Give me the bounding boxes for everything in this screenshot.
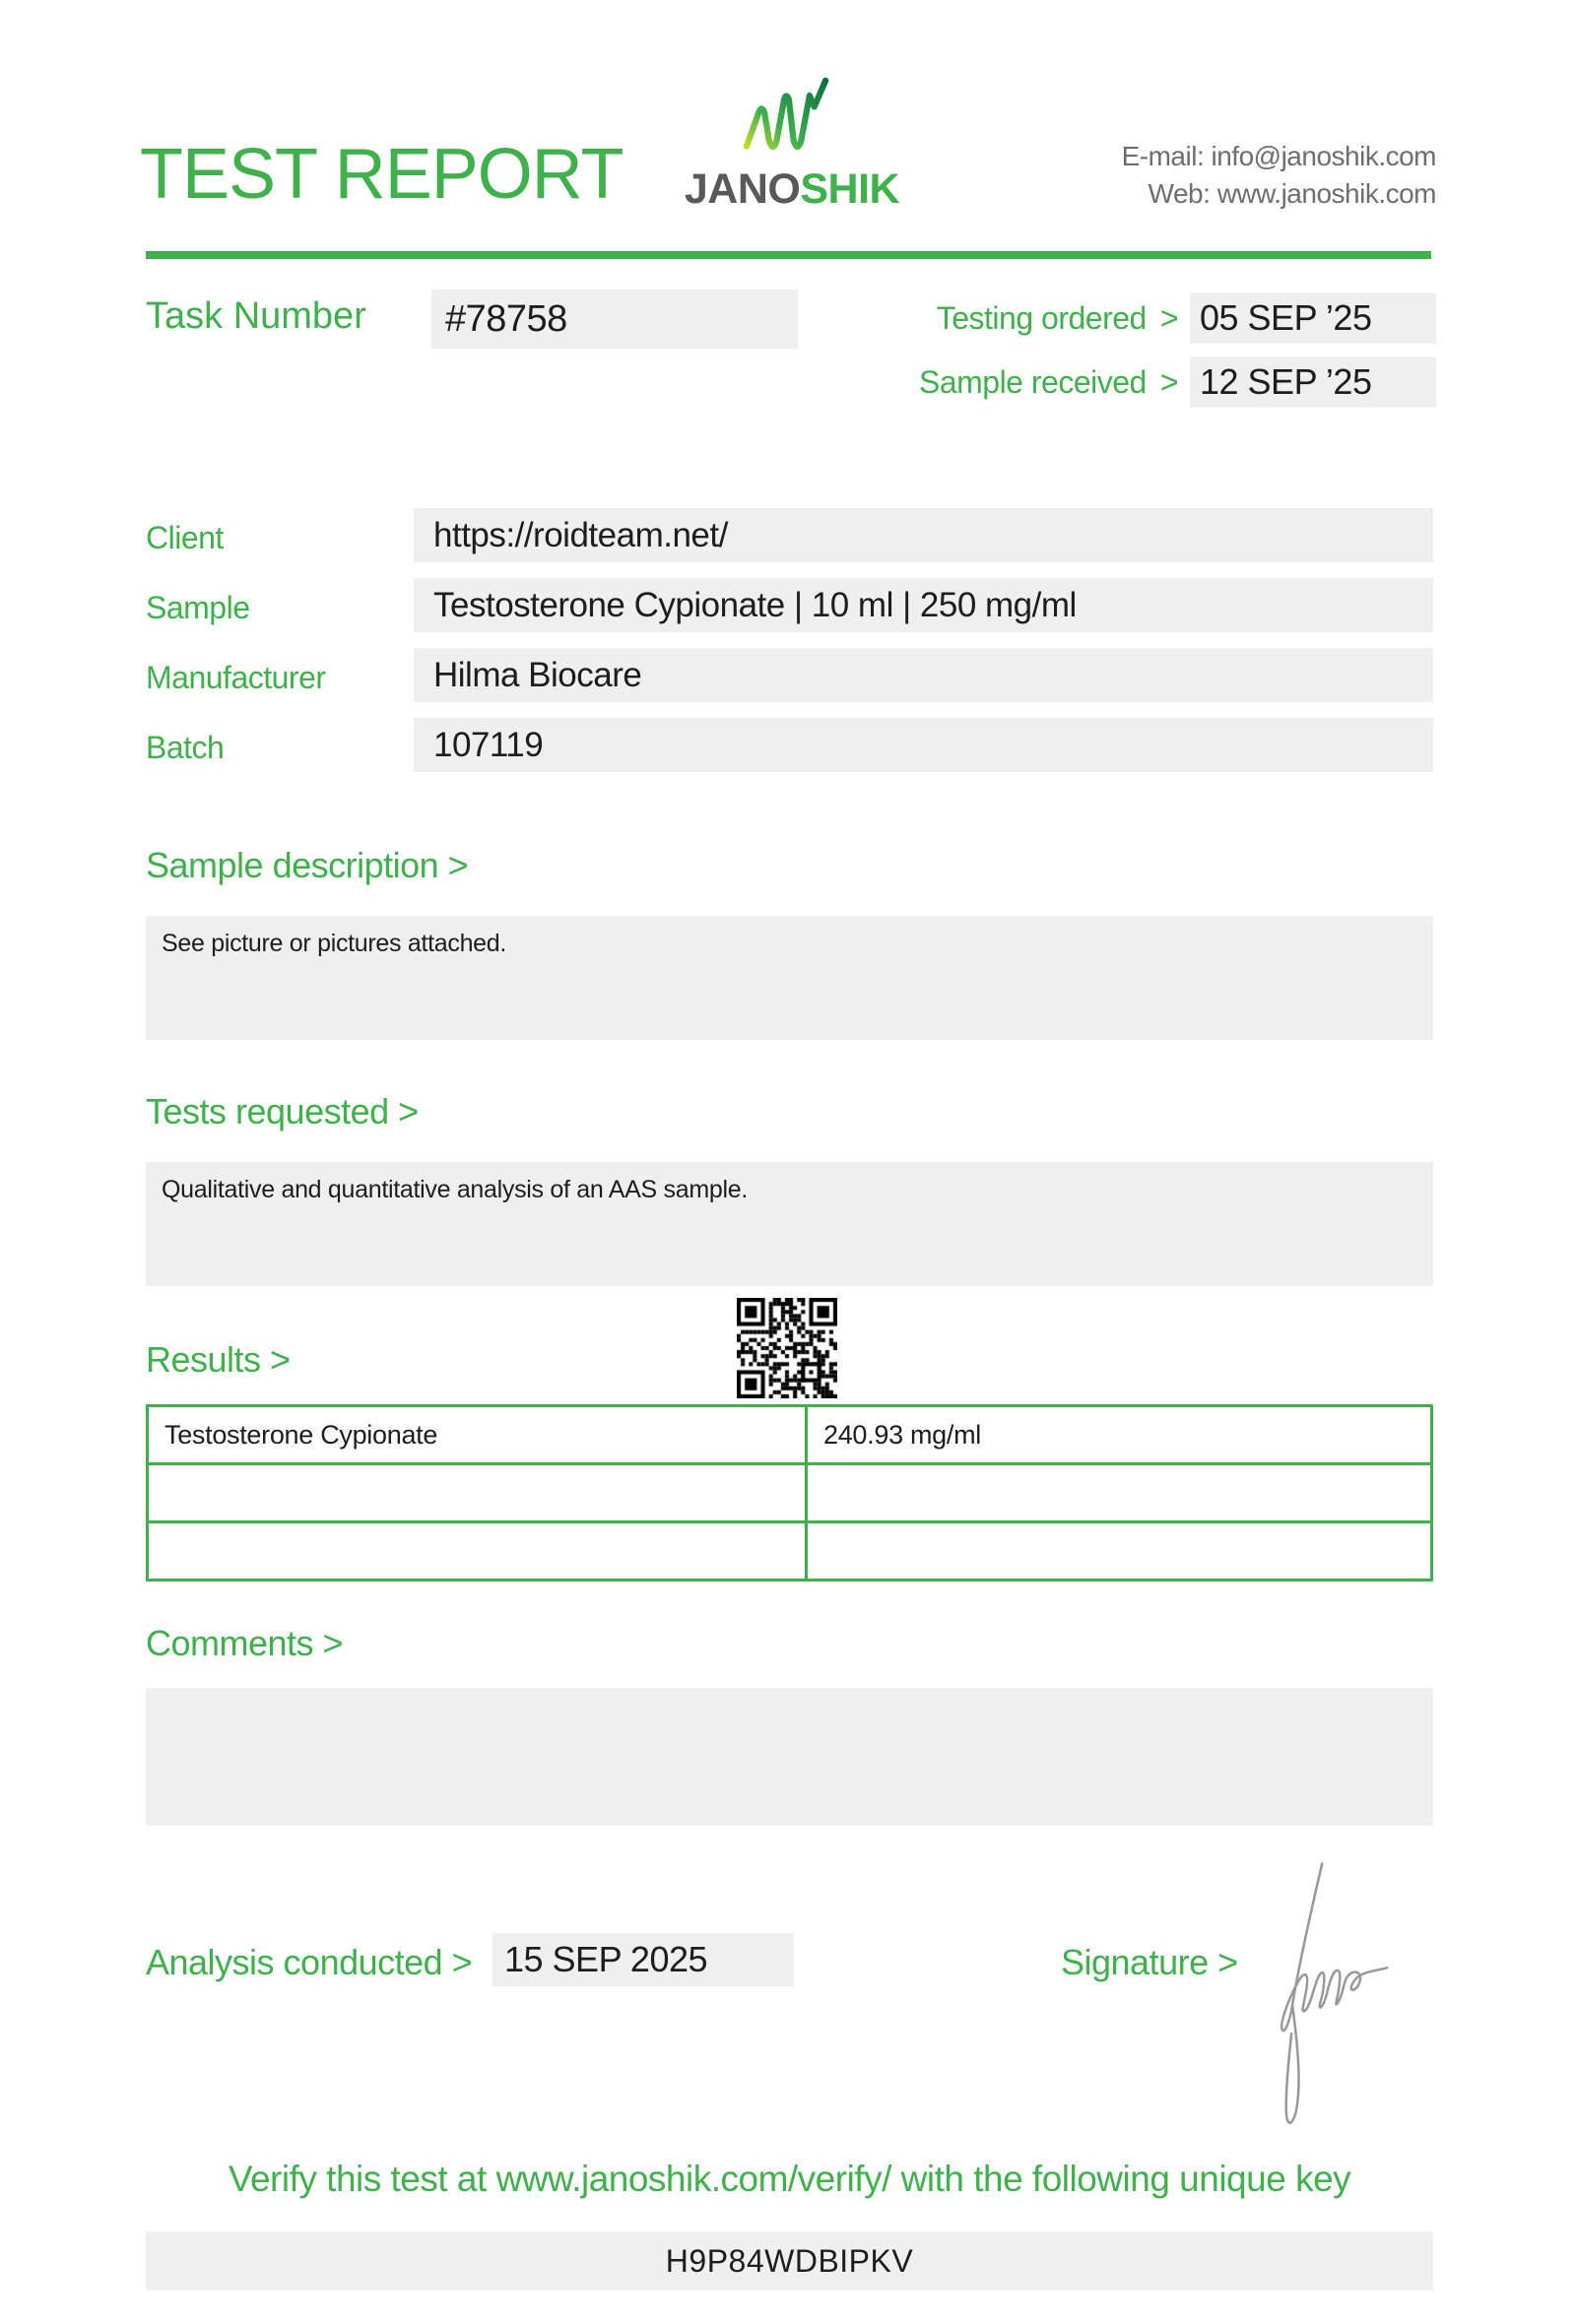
result-substance [148,1522,807,1581]
sample-received-label-row [883,364,1178,401]
comments-box [146,1688,1433,1826]
page-title: TEST REPORT [140,135,624,214]
result-substance [148,1464,807,1522]
analysis-date-value: 15 SEP 2025 [492,1933,794,1986]
results-row [148,1522,1432,1581]
qr-code-icon [737,1298,837,1398]
sample-label: Sample [146,590,250,625]
email-label: E-mail: [1121,141,1205,171]
client-label: Client [146,520,224,555]
verify-key-value: H9P84WDBIPKV [146,2231,1433,2291]
sample-received-value: 12 SEP ’25 [1190,356,1436,408]
signature-label: Signature > [1061,1942,1238,1982]
comments-heading: Comments > [146,1623,344,1663]
growth-chart-icon [739,75,833,160]
task-number-value: #78758 [431,290,798,349]
web-label: Web: [1148,178,1211,209]
analysis-conducted-label: Analysis conducted > [146,1942,473,1982]
verify-instruction: Verify this test at www.janoshik.com/verify/ with the following unique key [228,2159,1351,2199]
tests-requested-heading: Tests requested > [146,1091,419,1131]
results-table [146,1404,1433,1582]
results-heading: Results > [146,1339,291,1380]
sample-description-text: See picture or pictures attached. [162,930,507,957]
testing-ordered-value: 05 SEP ’25 [1190,292,1436,344]
contact-web-line [886,175,1436,213]
task-number-label: Task Number [146,295,366,337]
sample-received-label: Sample received [918,364,1147,400]
manufacturer-value: Hilma Biocare [414,648,1433,702]
tests-requested-box [146,1162,1433,1286]
logo-text-gray: JANO [684,165,801,213]
logo-wordmark [678,165,906,214]
web-value: www.janoshik.com [1216,178,1436,209]
header-divider [146,251,1431,259]
testing-ordered-label: Testing ordered [936,300,1147,336]
logo-text-green: SHIK [800,165,900,213]
result-value [807,1464,1432,1522]
contact-info [886,138,1436,213]
batch-value: 107119 [414,718,1433,772]
client-value: https://roidteam.net/ [414,508,1433,562]
results-row [148,1406,1432,1464]
tests-requested-text: Qualitative and quantitative analysis of an AAS sample. [162,1176,748,1203]
testing-ordered-label-row [883,300,1178,337]
result-substance: Testosterone Cypionate [148,1406,807,1464]
sample-received-arrow: > [1159,364,1178,400]
sample-description-box [146,916,1433,1040]
batch-label: Batch [146,730,225,765]
email-value: info@janoshik.com [1211,141,1436,171]
result-value [807,1522,1432,1581]
testing-ordered-arrow: > [1159,300,1178,336]
results-row [148,1464,1432,1522]
sample-description-heading: Sample description > [146,845,469,885]
result-value: 240.93 mg/ml [807,1406,1432,1464]
contact-email-line [886,138,1436,175]
manufacturer-label: Manufacturer [146,660,326,695]
handwritten-signature-icon [1263,1847,1425,2135]
sample-value: Testosterone Cypionate | 10 ml | 250 mg/ml [414,578,1433,632]
